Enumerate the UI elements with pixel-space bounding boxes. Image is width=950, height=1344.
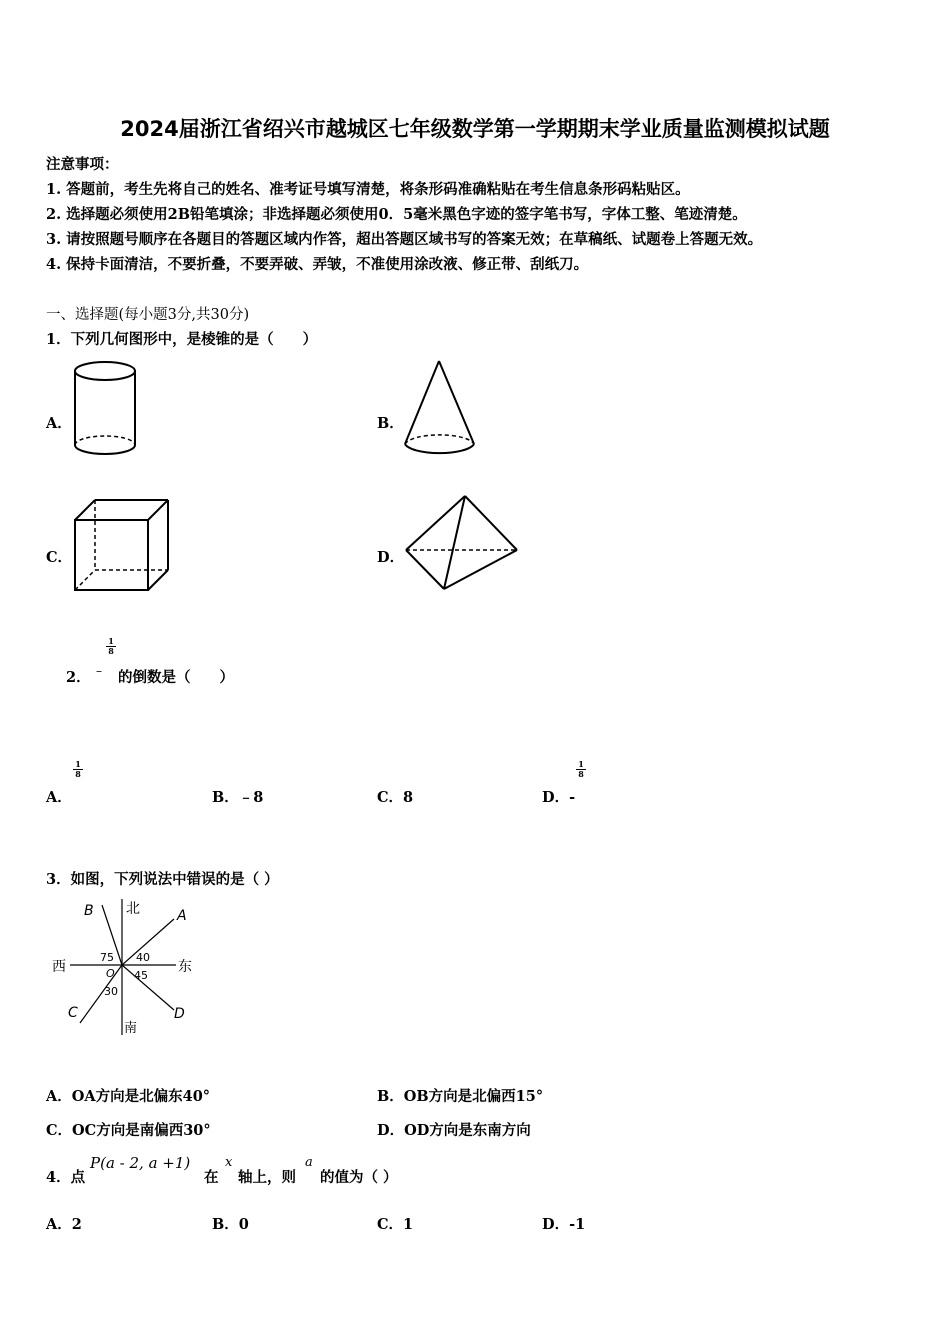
cube-figure <box>70 495 178 595</box>
q4-stem-end: 的值为（ ） <box>320 1169 398 1186</box>
q3-option-b[interactable]: B．OB方向是北偏西15° <box>377 1088 544 1105</box>
label-c: C <box>68 1005 78 1021</box>
angle-45: 45 <box>134 969 148 982</box>
q4-option-b[interactable]: B．0 <box>212 1216 249 1233</box>
notice-heading: 注意事项： <box>46 156 119 173</box>
cone-figure <box>398 358 482 462</box>
q2-option-d[interactable]: D．- <box>542 789 576 806</box>
q3-option-d[interactable]: D．OD方向是东南方向 <box>377 1122 531 1139</box>
q2-stem: 的倒数是（ ） <box>118 669 234 686</box>
label-b: B <box>84 903 94 919</box>
fraction-denominator: 8 <box>73 769 83 779</box>
q1-option-c[interactable]: C． <box>46 549 73 566</box>
q2-number: 2． <box>66 669 91 686</box>
label-north: 北 <box>126 901 140 917</box>
q1-option-d[interactable]: D． <box>377 549 405 566</box>
q1-stem: 1．下列几何图形中，是棱锥的是（ ） <box>46 331 318 348</box>
angle-40: 40 <box>136 951 150 964</box>
q4-number: 4．点 <box>46 1169 86 1186</box>
q4-point-expression: P(a - 2, a +1) <box>90 1154 191 1172</box>
label-d: D <box>174 1006 185 1022</box>
notice-item: 1. 答题前，考生先将自己的姓名、准考证号填写清楚，将条形码准确粘贴在考生信息条形码粘贴区。 <box>46 181 690 198</box>
q2-minus-sign: – <box>96 664 102 678</box>
ray-od <box>122 965 174 1010</box>
q4-var-a: a <box>305 1155 313 1170</box>
fraction-denominator: 8 <box>106 646 116 656</box>
label-east: 东 <box>178 959 192 975</box>
q2-option-b[interactable]: B．﹣8 <box>212 789 264 806</box>
label-o: O <box>106 967 115 980</box>
q3-option-a[interactable]: A．OA方向是北偏东40° <box>46 1088 211 1105</box>
q4-var-x: x <box>225 1155 233 1170</box>
page-title: 2024届浙江省绍兴市越城区七年级数学第一学期期末学业质量监测模拟试题 <box>120 117 830 141</box>
section-heading: 一、选择题(每小题3分,共30分) <box>46 307 250 323</box>
q2-fraction <box>106 637 116 656</box>
q4-text-axis: 轴上，则 <box>238 1169 296 1186</box>
q3-option-c[interactable]: C．OC方向是南偏西30° <box>46 1122 211 1139</box>
q2-option-a-fraction <box>73 760 83 779</box>
q4-option-c[interactable]: C．1 <box>377 1216 414 1233</box>
q1-option-b[interactable]: B． <box>377 415 404 432</box>
q1-option-a[interactable]: A． <box>46 415 72 432</box>
fraction-numerator: 1 <box>108 636 114 646</box>
q4-option-d[interactable]: D．-1 <box>542 1216 586 1233</box>
q3-stem: 3．如图，下列说法中错误的是（ ） <box>46 871 279 888</box>
cylinder-figure <box>70 358 142 462</box>
fraction-numerator: 1 <box>75 759 81 769</box>
q2-option-d-fraction <box>576 760 586 779</box>
q4-text-in: 在 <box>204 1169 219 1186</box>
label-south: 南 <box>124 1021 138 1036</box>
notice-item: 4. 保持卡面清洁，不要折叠，不要弄破、弄皱，不准使用涂改液、修正带、刮纸刀。 <box>46 256 589 273</box>
angle-75: 75 <box>100 951 114 964</box>
fraction-denominator: 8 <box>576 769 586 779</box>
compass-figure <box>46 895 206 1040</box>
notice-item: 3. 请按照题号顺序在各题目的答题区域内作答，超出答题区域书写的答案无效；在草稿纸、试题卷上答题无效。 <box>46 231 763 248</box>
angle-30: 30 <box>104 985 118 998</box>
fraction-numerator: 1 <box>578 759 584 769</box>
label-a: A <box>177 908 187 924</box>
notice-item: 2. 选择题必须使用2B铅笔填涂；非选择题必须使用0．5毫米黑色字迹的签字笔书写，字体工整、笔迹清楚。 <box>46 206 747 223</box>
q2-option-a[interactable]: A． <box>46 789 72 806</box>
q4-option-a[interactable]: A．2 <box>46 1216 82 1233</box>
label-west: 西 <box>52 959 66 975</box>
q2-option-c[interactable]: C．8 <box>377 789 414 806</box>
pyramid-figure <box>400 492 524 596</box>
